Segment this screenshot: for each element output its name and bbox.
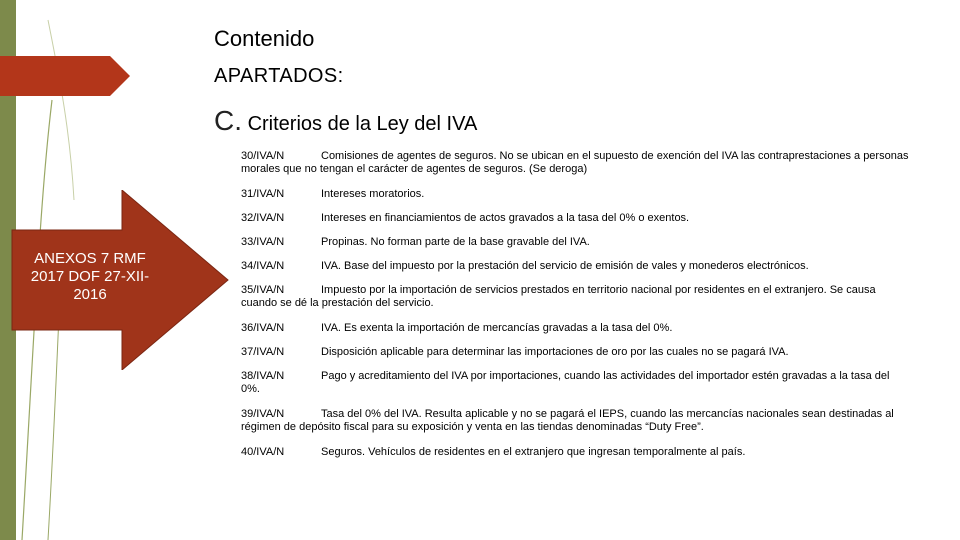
list-item: [241, 284, 911, 310]
section-heading: [214, 105, 477, 137]
section-letter: C.: [214, 105, 242, 136]
list-item: [241, 446, 911, 459]
item-code: 39/IVA/N: [241, 408, 285, 420]
list-item: [241, 408, 911, 434]
item-code: 36/IVA/N: [241, 322, 285, 334]
item-text: Intereses en financiamientos de actos gravados a la tasa del 0% o exentos.: [321, 212, 690, 224]
top-banner-arrow: [0, 56, 130, 96]
item-text: Propinas. No forman parte de la base gravable del IVA.: [321, 236, 590, 248]
item-text: IVA. Es exenta la importación de mercancías gravadas a la tasa del 0%.: [321, 322, 673, 334]
item-code: 35/IVA/N: [241, 284, 285, 296]
item-text: Intereses moratorios.: [321, 188, 425, 200]
item-code: 34/IVA/N: [241, 260, 285, 272]
item-code: 40/IVA/N: [241, 446, 285, 458]
list-item: [241, 212, 911, 225]
item-code: 37/IVA/N: [241, 346, 285, 358]
item-text: Seguros. Vehículos de residentes en el extranjero que ingresan temporalmente al país.: [321, 446, 746, 458]
list-item: [241, 150, 911, 176]
item-text: IVA. Base del impuesto por la prestación del servicio de emisión de vales y monederos electrónicos.: [321, 260, 809, 272]
item-code: 32/IVA/N: [241, 212, 285, 224]
list-item: [241, 322, 911, 335]
page-title: Contenido: [214, 26, 315, 51]
item-code: 38/IVA/N: [241, 370, 285, 382]
list-item: [241, 370, 911, 396]
criteria-list: [241, 150, 911, 459]
item-text: Pago y acreditamiento del IVA por importaciones, cuando las actividades del importador estén gravadas a la tasa del 0%.: [241, 370, 890, 395]
list-item: [241, 260, 911, 273]
side-arrow-label: ANEXOS 7 RMF 2017 DOF 27-XII-2016: [30, 250, 150, 303]
list-item: [241, 236, 911, 249]
item-code: 33/IVA/N: [241, 236, 285, 248]
page-subtitle: APARTADOS:: [214, 65, 344, 87]
item-text: Impuesto por la importación de servicios prestados en territorio nacional por residentes en el extranjero. Se causa cuando se dé la prestación del servicio.: [241, 284, 876, 309]
list-item: [241, 188, 911, 201]
item-text: Disposición aplicable para determinar las importaciones de oro por las cuales no se pagará IVA.: [321, 346, 789, 358]
item-text: Comisiones de agentes de seguros. No se ubican en el supuesto de exención del IVA las contraprestaciones a personas morales que no tengan el carácter de agentes de seguros. (Se deroga): [241, 150, 909, 175]
item-code: 30/IVA/N: [241, 150, 285, 162]
item-code: 31/IVA/N: [241, 188, 285, 200]
list-item: [241, 346, 911, 359]
section-title: Criterios de la Ley del IVA: [247, 113, 478, 135]
item-text: Tasa del 0% del IVA. Resulta aplicable y no se pagará el IEPS, cuando las mercancías nacionales sean destinadas al régimen de depósito fiscal para su exposición y venta en las tiendas denominadas “Duty Free”.: [241, 408, 894, 433]
